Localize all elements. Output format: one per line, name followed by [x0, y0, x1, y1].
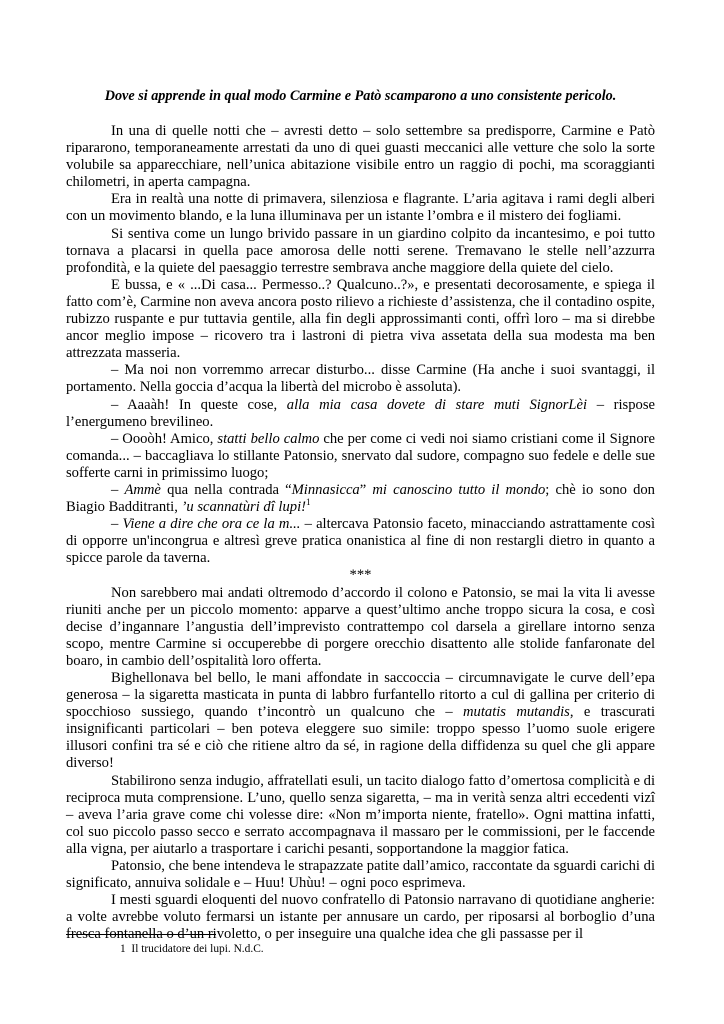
- italic-phrase: mi canoscino tutto il mondo: [372, 481, 546, 498]
- dash: –: [111, 481, 125, 498]
- paragraph-14: I mesti sguardi eloquenti del nuovo confratello di Patonsio narravano di quotidiane angherie: a volte avrebbe voluto fermarsi un istante per annusare un cardo, per riposarsi al borboglio d’una fresca fontanella o d’un rivoletto, o per inseguire una qualche idea che gli passasse per il: [66, 892, 655, 943]
- footnote-number: 1: [120, 943, 126, 955]
- paragraph-13: Patonsio, che bene intendeva le strapazzate patite dall’amico, raccontate da sguardi carichi di significato, annuiva solidale e – Huu! Uhùu! – ogni poco esprimeva.: [66, 858, 655, 892]
- document-page: [66, 88, 655, 944]
- footnote-divider: [66, 934, 216, 935]
- italic-phrase: Viene a dire che ora ce la m...: [122, 516, 301, 533]
- italic-word: Ammè: [124, 481, 161, 498]
- document-body: [66, 123, 655, 944]
- paragraph-11-text-end: , e trascurati insignificanti particolari – ben poteva eleggere suo simile: troppo spesso l’uomo suole erigere illusori confini tra sé e ciò che ritiene altro da sé, in ragione della diffidenza su quel che gli appare diverso!: [66, 704, 656, 772]
- dash: –: [111, 516, 123, 533]
- paragraph-7-text-end: che per come ci vedi noi siamo cristiani come il Signore comanda... – baccagliava lo stillante Patonsio, snervato dal sudore, compagno suo fedele e delle sue sofferte carni in primissimo luogo;: [66, 430, 655, 481]
- paragraph-12: Stabilirono senza indugio, affratellati esuli, un tacito dialogo fatto d’omertosa complicità e di reciproca muta comprensione. L’uno, quello senza sigaretta, – ma in verità senza altri eccedenti vizî – aveva l’aria grave come chi volesse dire: «Non m’importa niente, fratello». Ogni mattina infatti, col suo piccolo passo secco e serrato accompagnava il massaro per le commissioni, per le faccende alla vigna, per aiutarlo a trasportare i carichi pesanti, sopportandone la maggior fatica.: [66, 772, 655, 857]
- paragraph-11-italic: mutatis mutandis: [463, 704, 570, 721]
- paragraph-10: Non sarebbero mai andati oltremodo d’accordo il colono e Patonsio, se mai la vita li avesse riuniti anche per un piccolo momento: apparve a quest’ultimo anche troppo sicura la cosa, e così decise d’ingannare l’angustia dell’imprevisto contrattempo col darsela a girellare intorno senza scopo, mentre Carmine si occuperebbe di porgere orecchio disattento alle stolide fanfaronate del boaro, in cambio dell’ospitalità loro offerta.: [66, 584, 655, 669]
- paragraph-4: E bussa, e « ...Di casa... Permesso..? Qualcuno..?», e presentati decorosamente, e spiega il fatto com’è, Carmine non aveva ancora posto rilievo a richieste d’assistenza, che il contadino ospite, rubizzo ruspante e pur tuttavia gentile, alla fin degli approssimanti conti, offrì loro – ma si direbbe ancor meglio impose – ricovero tra i lastroni di pietra viva assetata della sua modesta ma ben attrezzata masseria.: [66, 276, 655, 362]
- paragraph-8-text-2: ; chè io sono don Biagio Badditranti,: [66, 481, 655, 516]
- paragraph-9: [66, 516, 655, 567]
- chapter-title: Dove si apprende in qual modo Carmine e Patò scamparono a uno consistente pericolo.: [104, 88, 617, 104]
- section-separator: ***: [349, 567, 372, 584]
- paragraph-8: [66, 482, 655, 516]
- paragraph-8-text: qua nella contrada “: [160, 481, 292, 498]
- paragraph-9-text: – altercava Patonsio faceto, minacciando astrattamente così di opporre un'incongrua e altresì greve pratica onanistica al fine di non restargli dietro in quanto a spicce parole da taverna.: [66, 516, 656, 567]
- paragraph-5: – Ma noi non vorremmo arrecar disturbo... disse Carmine (Ha anche i suoi svantaggi, il portamento. Nella goccia d’acqua la libertà del microbo è assoluta).: [66, 362, 655, 396]
- paragraph-11: [66, 670, 655, 773]
- paragraph-7: [66, 431, 655, 482]
- paragraph-6-text-end: – rispose l’energumeno brevilineo.: [66, 396, 655, 430]
- paragraph-7-text: – Oooòh! Amico,: [111, 430, 218, 447]
- footnote-text: Il trucidatore dei lupi. N.d.C.: [131, 943, 264, 955]
- place-name: Minnasicca: [291, 481, 360, 498]
- paragraph-3: Si sentiva come un lungo brivido passare in un giardino colpito da incantesimo, e poi tutto tornava a placarsi in quella pace amorosa delle notti serene. Tremavano le stelle nell’azzurra profondità, e la quiete del paesaggio terrestre sembrava anche maggiore della quiete del cielo.: [66, 225, 655, 276]
- paragraph-6-italic: alla mia casa dovete di stare muti SignorLèi: [286, 396, 588, 413]
- paragraph-6: [66, 397, 655, 431]
- footnote: [120, 943, 264, 955]
- nickname: ’u scannatùri dî lupi!: [181, 499, 306, 516]
- paragraph-11-text: Bighellonava bel bello, le mani affondate in saccoccia – circumnavigate le curve dell’epa generosa – la sigaretta masticata in punta di labbro furfantello ritorto a cul di gallina per criterio di spocchioso sussiego, quando t’incontrò un qualcuno che –: [66, 670, 655, 721]
- paragraph-2: Era in realtà una notte di primavera, silenziosa e flagrante. L’aria agitava i rami degli alberi con un movimento blando, e la luna illuminava per un istante l’ombra e il mistero dei fogliami.: [66, 191, 655, 225]
- footnote-ref[interactable]: 1: [305, 497, 311, 508]
- paragraph-6-text: – Aaaàh! In queste cose,: [111, 396, 287, 413]
- paragraph-7-italic: statti bello calmo: [217, 430, 320, 447]
- quote-close: ”: [359, 481, 373, 498]
- paragraph-1: In una di quelle notti che – avresti detto – solo settembre sa predisporre, Carmine e Patò ripararono, temporaneamente arrestati da uno di quei guasti meccanici alle vetture che solo la sorte volubile sa apparecchiare, nell’unica abitazione visibile entro un raggio di pochi, ma scoraggianti chilometri, in aperta campagna.: [66, 123, 655, 191]
